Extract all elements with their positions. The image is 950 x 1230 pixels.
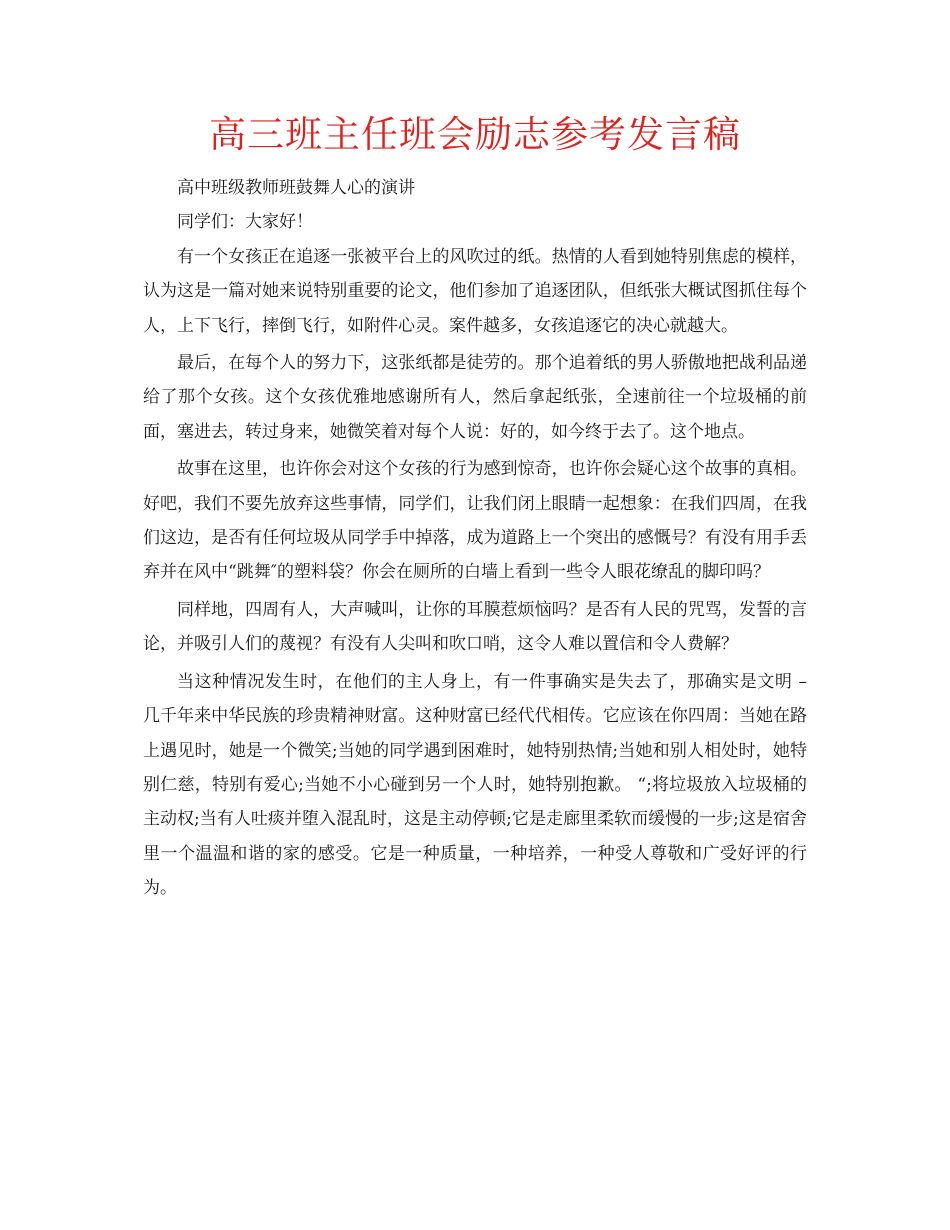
paragraph-2: 最后，在每个人的努力下，这张纸都是徒劳的。那个追着纸的男人骄傲地把战利品递给了那个女孩。这个女孩优雅地感谢所有人，然后拿起纸张，全速前往一个垃圾桶的前面，塞进去，转过身来，她微笑着对每个人说：好的，如今终于去了。这个地点。 bbox=[143, 353, 807, 442]
paragraph-1: 有一个女孩正在追逐一张被平台上的风吹过的纸。热情的人看到她特别焦虑的模样，认为这是一篇对她来说特别重要的论文，他们参加了追逐团队，但纸张大概试图抓住每个人，上下飞行，摔倒飞行，如附件心灵。案件越多，女孩追逐它的决心就越大。 bbox=[143, 246, 807, 336]
document-title: 高三班主任班会励志参考发言稿 bbox=[209, 113, 741, 156]
paragraph-3: 故事在这里，也许你会对这个女孩的行为感到惊奇，也许你会疑心这个故事的真相。好吧，我们不要先放弃这些事情，同学们，让我们闭上眼睛一起想象：在我们四周，在我们这边，是否有任何垃圾从同学手中掉落，成为道路上一个突出的感慨号？有没有用手丢弃并在风中“跳舞″的塑料袋？你会在厕所的白墙上看到一些令人眼花缭乱的脚印吗？ bbox=[143, 459, 807, 583]
paragraph-4: 同样地，四周有人，大声喊叫，让你的耳膜惹烦恼吗？是否有人民的咒骂，发誓的言论，并吸引人们的蔑视？有没有人尖叫和吹口哨，这令人难以置信和令人费解？ bbox=[143, 599, 807, 655]
paragraph-5: 当这种情况发生时，在他们的主人身上，有一件事确实是失去了，那确实是文明 – 几千年来中华民族的珍贵精神财富。这种财富已经代代相传。它应该在你四周：当她在路上遇见时，她是一个微笑;当她的同学遇到困难时，她特别热情;当她和别人相处时，她特别仁慈，特别有爱心;当她不小心碰到另一个人时，她特别抱歉。 “;将垃圾放入垃圾桶的主动权;当有人吐痰并堕入混乱时，这是主动停顿;它是走廊里柔软而缓慢的一步;这是宿舍里一个温温和谐的家的感受。它是一种质量，一种培养，一种受人尊敬和广受好评的行为。 bbox=[143, 671, 807, 899]
document-subtitle: 高中班级教师班鼓舞人心的演讲 bbox=[177, 178, 415, 198]
greeting: 同学们：大家好！ bbox=[177, 212, 313, 233]
